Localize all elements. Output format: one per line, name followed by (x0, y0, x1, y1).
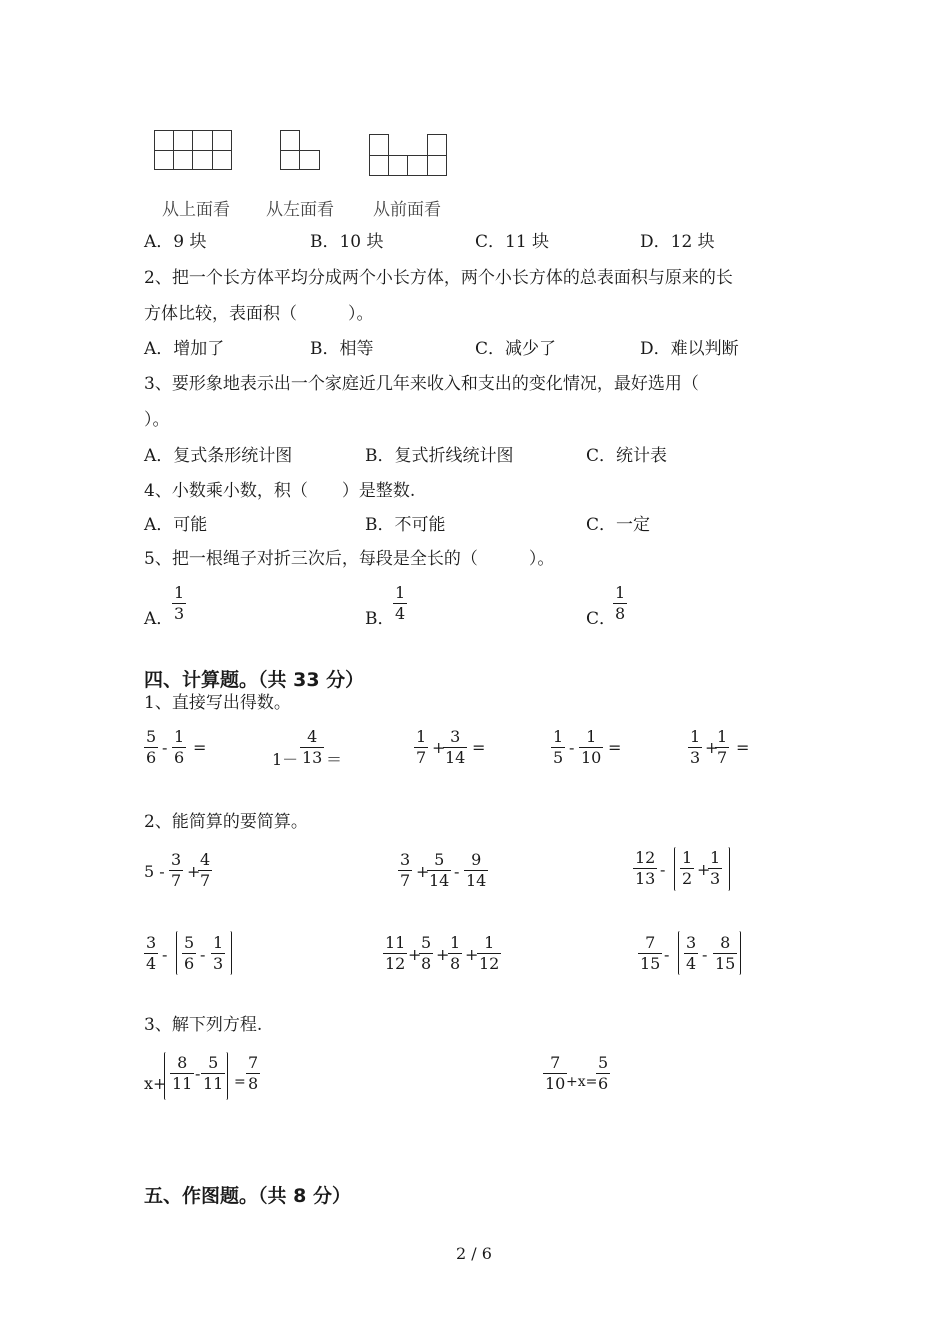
q3-option-b: B．复式折线统计图 (365, 446, 514, 466)
view-label-front: 从前面看 (373, 200, 441, 220)
direct-e5-frac-b: 1 7 (717, 727, 728, 767)
view-label-top: 从上面看 (162, 200, 230, 220)
simplify-s6-frac-b: 3 4 (686, 933, 697, 973)
simplify-s5-op2: + (436, 945, 450, 964)
eq2-frac-r: 5 6 (598, 1053, 609, 1093)
q4-option-c: C．一定 (586, 515, 651, 535)
simplify-s6-paren-right (739, 931, 741, 975)
q4-text: 4、小数乘小数，积（ ）是整数. (144, 481, 416, 501)
simplify-s6-paren-left (678, 931, 680, 975)
q2-option-c: C．减少了 (475, 339, 557, 359)
q1-option-b: B．10 块 (310, 232, 384, 252)
simplify-s5-frac-b: 5 8 (421, 933, 432, 973)
q3-text-line1: 3、要形象地表示出一个家庭近几年来收入和支出的变化情况，最好选用（ (144, 374, 699, 394)
direct-e5-eq: = (736, 738, 750, 757)
section4-sub3: 3、解下列方程. (144, 1015, 263, 1035)
q5-option-a-fraction: 1 3 (174, 583, 185, 623)
eq1-paren-right (226, 1052, 228, 1100)
simplify-s6-op1: - (664, 945, 670, 964)
simplify-s1-frac-b: 4 7 (200, 850, 211, 890)
q2-option-a: A．增加了 (144, 339, 225, 359)
direct-e1-frac-b: 1 6 (174, 727, 185, 767)
simplify-s4-frac-c: 1 3 (213, 933, 224, 973)
q3-option-a: A．复式条形统计图 (144, 446, 293, 466)
section4-sub1: 1、直接写出得数。 (144, 693, 291, 713)
direct-e4-frac-b: 1 10 (581, 727, 602, 767)
simplify-s4-op2: - (200, 945, 206, 964)
direct-e4-frac-a: 1 5 (553, 727, 564, 767)
simplify-s3-frac-c: 1 3 (710, 848, 721, 888)
q1-option-d: D．12 块 (640, 232, 715, 252)
q5-option-c-letter: C． (586, 609, 617, 629)
simplify-s4-paren-left (176, 931, 178, 975)
simplify-s2-op2: - (454, 862, 460, 881)
direct-e2-eq: ＝ (326, 750, 343, 769)
simplify-s3-frac-a: 12 13 (635, 848, 656, 888)
section5-title: 五、作图题。（共 8 分） (144, 1185, 351, 1207)
q4-option-b: B．不可能 (365, 515, 446, 535)
eq1-paren-left (164, 1052, 166, 1100)
q5-option-b-fraction: 1 4 (395, 583, 406, 623)
section4-title: 四、计算题。（共 33 分） (144, 669, 365, 691)
q1-option-c: C．11 块 (475, 232, 550, 252)
direct-e1-op: - (162, 738, 168, 757)
direct-e2-frac: 4 13 (302, 727, 323, 767)
eq1-frac-a: 8 11 (172, 1053, 193, 1093)
direct-e1-eq: = (193, 738, 207, 757)
simplify-s1-pre: 5 - (144, 862, 165, 881)
eq1-pre: x+ (144, 1074, 167, 1093)
simplify-s3-op2: + (697, 860, 711, 879)
eq1-frac-b: 5 11 (203, 1053, 224, 1093)
simplify-s5-frac-a: 11 12 (385, 933, 406, 973)
q3-option-c: C．统计表 (586, 446, 668, 466)
q1-option-a: A．9 块 (144, 232, 207, 252)
simplify-s2-frac-a: 3 7 (400, 850, 411, 890)
left-view-figure (280, 130, 320, 170)
top-view-figure (154, 130, 232, 170)
direct-e2-pre: 1－ (272, 750, 299, 769)
direct-e4-eq: = (608, 738, 622, 757)
simplify-s5-frac-c: 1 8 (450, 933, 461, 973)
eq2-frac-a: 7 10 (545, 1053, 566, 1093)
eq1-eq: = (234, 1074, 246, 1090)
simplify-s6-frac-c: 8 15 (715, 933, 736, 973)
simplify-s6-frac-a: 7 15 (640, 933, 661, 973)
q2-option-d: D．难以判断 (640, 339, 739, 359)
direct-e4-op: - (569, 738, 575, 757)
q2-option-b: B．相等 (310, 339, 374, 359)
simplify-s4-paren-right (230, 931, 232, 975)
simplify-s4-frac-b: 5 6 (184, 933, 195, 973)
q5-text: 5、把一根绳子对折三次后，每段是全长的（ ）。 (144, 549, 555, 569)
simplify-s3-frac-b: 1 2 (682, 848, 693, 888)
eq2-mid: +x= (566, 1074, 598, 1090)
section4-sub2: 2、能简算的要简算。 (144, 812, 308, 832)
simplify-s4-op1: - (162, 945, 168, 964)
simplify-s5-op3: + (465, 945, 479, 964)
direct-e3-eq: = (472, 738, 486, 757)
direct-e1-frac-a: 5 6 (146, 727, 157, 767)
q2-text-line2: 方体比较，表面积（ ）。 (144, 304, 374, 324)
direct-e3-frac-a: 1 7 (416, 727, 427, 767)
eq1-op: - (195, 1064, 201, 1083)
simplify-s2-op1: + (416, 862, 430, 881)
q5-option-b-letter: B． (365, 609, 395, 629)
front-view-figure (369, 134, 447, 176)
q2-text-line1: 2、把一个长方体平均分成两个小长方体，两个小长方体的总表面积与原来的长 (144, 268, 733, 288)
simplify-s4-frac-a: 3 4 (146, 933, 157, 973)
direct-e3-frac-b: 3 14 (445, 727, 466, 767)
simplify-s5-frac-d: 1 12 (479, 933, 500, 973)
simplify-s2-frac-c: 9 14 (466, 850, 487, 890)
simplify-s3-paren-right (728, 847, 730, 891)
direct-e3-op: + (432, 738, 446, 757)
page-number: 2 / 6 (456, 1244, 492, 1263)
simplify-s1-op: + (187, 862, 201, 881)
simplify-s5-op1: + (408, 945, 422, 964)
q4-option-a: A．可能 (144, 515, 208, 535)
simplify-s3-paren-left (674, 847, 676, 891)
simplify-s6-op2: - (702, 945, 708, 964)
simplify-s1-frac-a: 3 7 (171, 850, 182, 890)
view-label-left: 从左面看 (266, 200, 334, 220)
simplify-s2-frac-b: 5 14 (429, 850, 450, 890)
q5-option-c-fraction: 1 8 (615, 583, 626, 623)
direct-e5-frac-a: 1 3 (690, 727, 701, 767)
simplify-s3-op1: - (660, 860, 666, 879)
q5-option-a-letter: A． (144, 609, 174, 629)
eq1-frac-r: 7 8 (248, 1053, 259, 1093)
q3-text-line2: ）。 (144, 410, 170, 430)
direct-e5-op: + (705, 738, 719, 757)
